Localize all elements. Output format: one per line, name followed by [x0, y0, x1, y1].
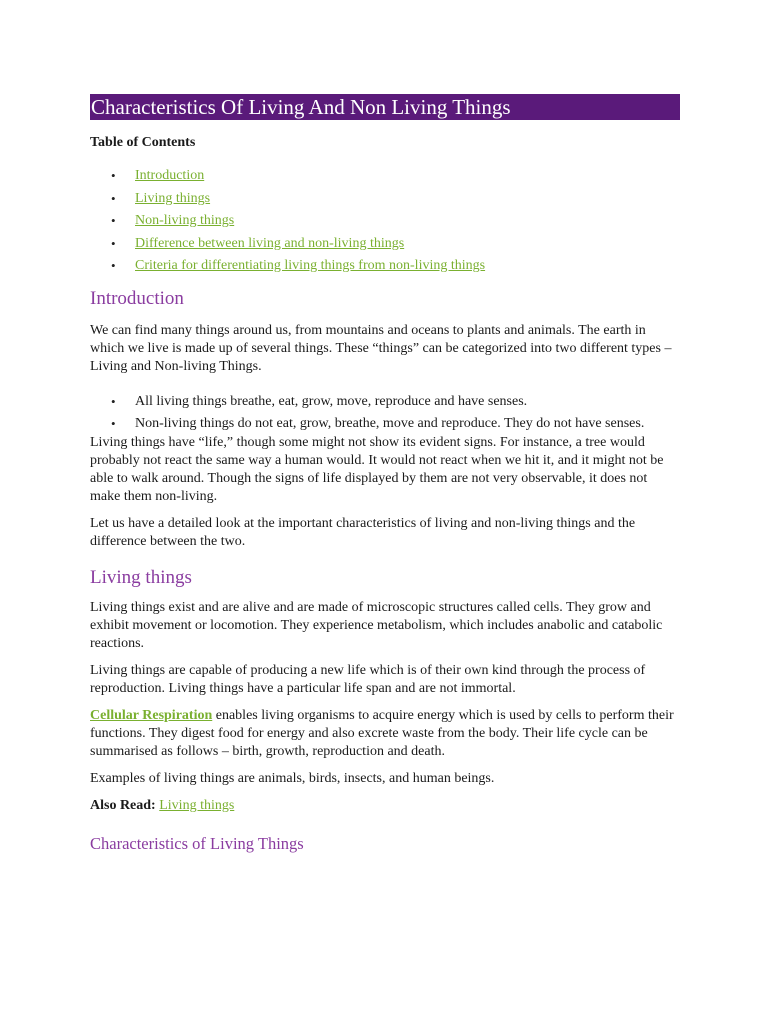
intro-bullet-list: [90, 393, 680, 432]
also-read: [90, 797, 680, 815]
living-paragraph-3: [90, 707, 680, 761]
toc-item: [90, 212, 680, 229]
living-things-heading: Living things: [90, 567, 192, 588]
toc-link-difference[interactable]: Difference between living and non-living things: [135, 235, 405, 251]
intro-paragraph-1: We can find many things around us, from mountains and oceans to plants and animals. The earth in which we live is made up of several things. These “things” can be categorized into two different types – Living and Non-living Things.: [90, 323, 672, 374]
also-read-link[interactable]: Living things: [159, 798, 235, 813]
living-paragraph-2: Living things are capable of producing a new life which is of their own kind through the process of reproduction. Living things have a particular life span and are not immortal.: [90, 663, 646, 696]
toc-link-criteria[interactable]: Criteria for differentiating living things from non-living things: [135, 258, 486, 273]
toc-item: [90, 190, 680, 207]
toc-item: [90, 167, 680, 184]
toc-link-non-living-things[interactable]: Non-living things: [135, 213, 235, 228]
toc-link-living-things[interactable]: Living things: [135, 190, 211, 206]
toc-item: [90, 257, 680, 274]
intro-paragraph-3: Let us have a detailed look at the important characteristics of living and non-living things and the difference between the two.: [90, 516, 636, 549]
living-paragraph-4: Examples of living things are animals, birds, insects, and human beings.: [90, 771, 495, 786]
introduction-heading: Introduction: [90, 288, 184, 309]
living-paragraph-3-text: enables living organisms to acquire energy which is used by cells to perform their functions. They digest food for energy and also excrete waste from the body. Their life cycle can be summarised as follows – birth, growth, reproduction and death.: [90, 708, 674, 759]
page-title: Characteristics Of Living And Non Living Things: [90, 94, 680, 120]
toc-link-introduction[interactable]: Introduction: [135, 168, 205, 183]
intro-paragraph-2: Living things have “life,” though some might not show its evident signs. For instance, a tree would probably not react the same way a human would. It would not react when we hit it, and it might not be able to walk around. Though the signs of life displayed by them are not very observable, it does not make them non-living.: [90, 435, 664, 504]
toc-item: [90, 235, 680, 252]
living-paragraph-1: Living things exist and are alive and are made of microscopic structures called cells. They grow and exhibit movement or locomotion. They experience metabolism, which includes anabolic and catabolic reactions.: [90, 600, 663, 651]
table-of-contents: [90, 167, 680, 274]
list-item: • All living things breathe, eat, grow, move, reproduce and have senses.: [90, 393, 680, 410]
toc-heading: Table of Contents: [90, 135, 196, 150]
list-item: • Non-living things do not eat, grow, breathe, move and reproduce. They do not have senses.: [90, 415, 680, 432]
document-page: [90, 94, 680, 855]
cellular-respiration-link[interactable]: Cellular Respiration: [90, 708, 213, 723]
characteristics-subheading: Characteristics of Living Things: [90, 834, 304, 853]
also-read-label: Also Read:: [90, 798, 160, 813]
